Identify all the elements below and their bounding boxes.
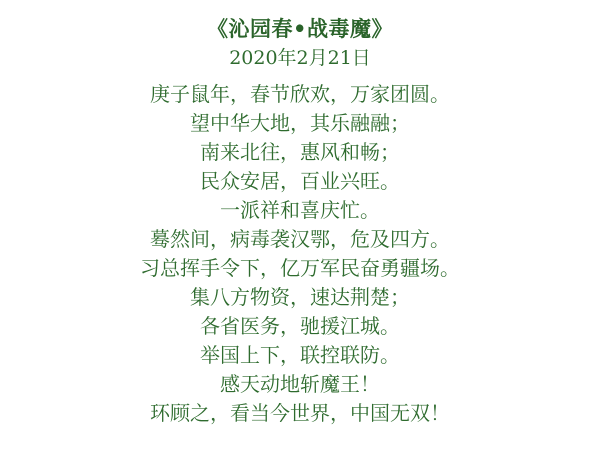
poem-line: 集八方物资，速达荆楚； [190, 285, 410, 309]
poem-title: 《沁园春•战毒魔》 [207, 16, 393, 41]
poem-line: 南来北往，惠风和畅； [200, 140, 400, 164]
poem-line: 各省医务，驰援江城。 [200, 314, 400, 338]
poem-line: 民众安居，百业兴旺。 [200, 169, 400, 193]
poem-line: 庚子鼠年，春节欣欢，万家团圆。 [150, 82, 450, 106]
poem-line: 习总挥手令下，亿万军民奋勇疆场。 [140, 256, 460, 280]
poem-line: 举国上下，联控联防。 [200, 343, 400, 367]
poem-line: 一派祥和喜庆忙。 [220, 198, 380, 222]
poem-line: 环顾之，看当今世界，中国无双！ [150, 401, 450, 425]
poem-line: 望中华大地，其乐融融； [190, 111, 410, 135]
poem-line: 蓦然间，病毒袭汉鄂，危及四方。 [150, 227, 450, 251]
poem-date: 2020年2月21日 [229, 47, 371, 69]
poem-line: 感天动地斩魔王！ [220, 372, 380, 396]
poem-body [0, 80, 600, 428]
